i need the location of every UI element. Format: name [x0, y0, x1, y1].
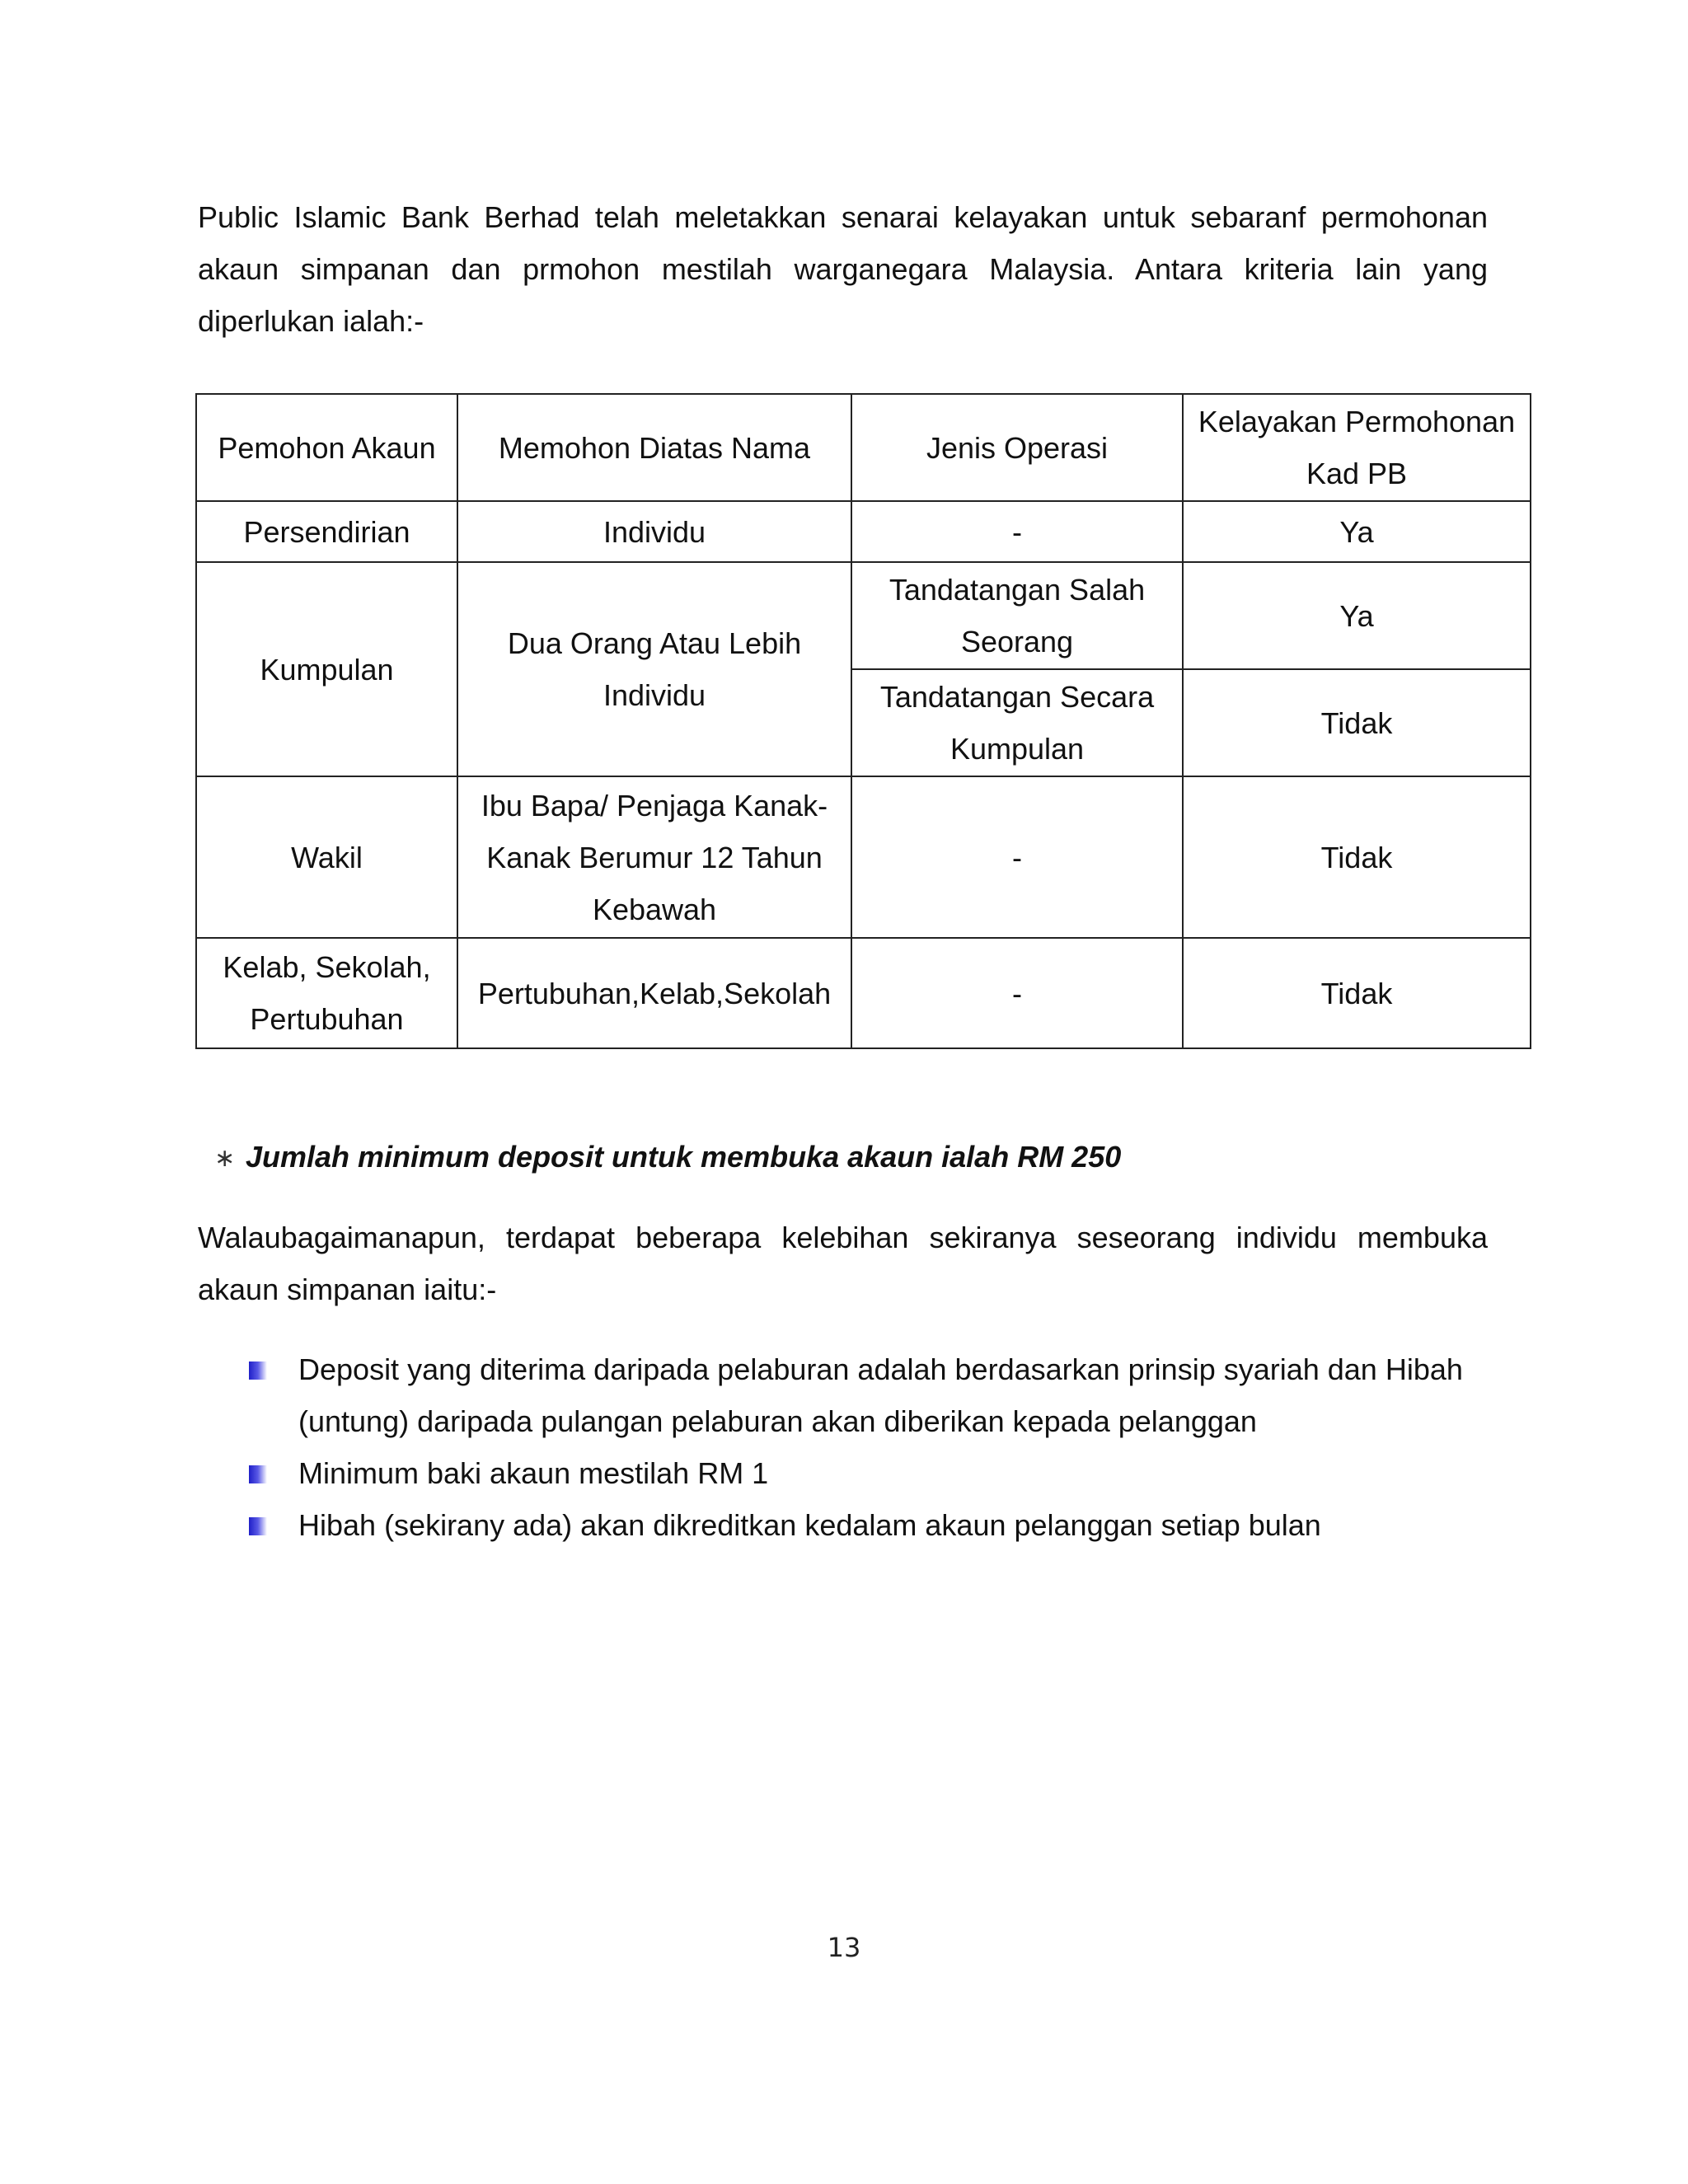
list-item-text: Minimum baki akaun mestilah RM 1 [298, 1456, 769, 1490]
benefits-intro-paragraph: Walaubagaimanapun, terdapat beberapa kelebihan sekiranya seseorang individu membuka akaun simpanan iaitu:- [198, 1221, 1488, 1306]
cell-kelayakan: Ya [1183, 562, 1531, 669]
cell-operasi: Tandatangan Salah Seorang [851, 562, 1183, 669]
list-item [198, 1343, 1500, 1447]
cell-kelayakan: Tidak [1183, 938, 1531, 1048]
list-item-text: Deposit yang diterima daripada pelaburan adalah berdasarkan prinsip syariah dan Hibah (untung) daripada pulangan pelaburan akan diberikan kepada pelanggan [298, 1352, 1463, 1438]
bullet-square-icon [249, 1465, 267, 1483]
table-row [196, 501, 1531, 562]
cell-nama: Pertubuhan,Kelab,Sekolah [457, 938, 851, 1048]
bullet-square-icon [249, 1517, 267, 1535]
cell-nama: Individu [457, 501, 851, 562]
page-number: 13 [827, 1932, 861, 1963]
cell-operasi: - [851, 776, 1183, 938]
cell-operasi: - [851, 501, 1183, 562]
cell-nama: Ibu Bapa/ Penjaga Kanak-Kanak Berumur 12 Tahun Kebawah [457, 776, 851, 938]
bullet-square-icon [249, 1361, 267, 1380]
eligibility-table [195, 393, 1531, 1049]
minimum-deposit-note [214, 1134, 1122, 1180]
benefits-list [198, 1343, 1500, 1551]
list-item-text: Hibah (sekirany ada) akan dikreditkan kedalam akaun pelanggan setiap bulan [298, 1508, 1321, 1542]
cell-kelayakan: Ya [1183, 501, 1531, 562]
cell-pemohon: Wakil [196, 776, 457, 938]
asterisk-icon: ∗ [214, 1145, 236, 1172]
list-item [198, 1447, 1500, 1499]
table-row [196, 562, 1531, 669]
cell-kelayakan: Tidak [1183, 669, 1531, 776]
cell-pemohon: Kelab, Sekolah, Pertubuhan [196, 938, 457, 1048]
table-row [196, 776, 1531, 938]
cell-nama: Dua Orang Atau Lebih Individu [457, 562, 851, 776]
note-text: Jumlah minimum deposit untuk membuka akaun ialah RM 250 [246, 1140, 1122, 1174]
cell-kelayakan: Tidak [1183, 776, 1531, 938]
cell-pemohon: Kumpulan [196, 562, 457, 776]
cell-operasi: - [851, 938, 1183, 1048]
header-jenis-operasi: Jenis Operasi [851, 394, 1183, 501]
header-kelayakan-kad-pb: Kelayakan Permohonan Kad PB [1183, 394, 1531, 501]
intro-paragraph: Public Islamic Bank Berhad telah meletakkan senarai kelayakan untuk sebaranf permohonan akaun simpanan dan prmohon mestilah warganegara Malaysia. Antara kriteria lain yang diperlukan ialah:- [198, 200, 1488, 338]
cell-operasi: Tandatangan Secara Kumpulan [851, 669, 1183, 776]
header-pemohon-akaun: Pemohon Akaun [196, 394, 457, 501]
cell-pemohon: Persendirian [196, 501, 457, 562]
table-row [196, 938, 1531, 1048]
list-item [198, 1499, 1500, 1551]
header-memohon-diatas-nama: Memohon Diatas Nama [457, 394, 851, 501]
table-header-row [196, 394, 1531, 501]
